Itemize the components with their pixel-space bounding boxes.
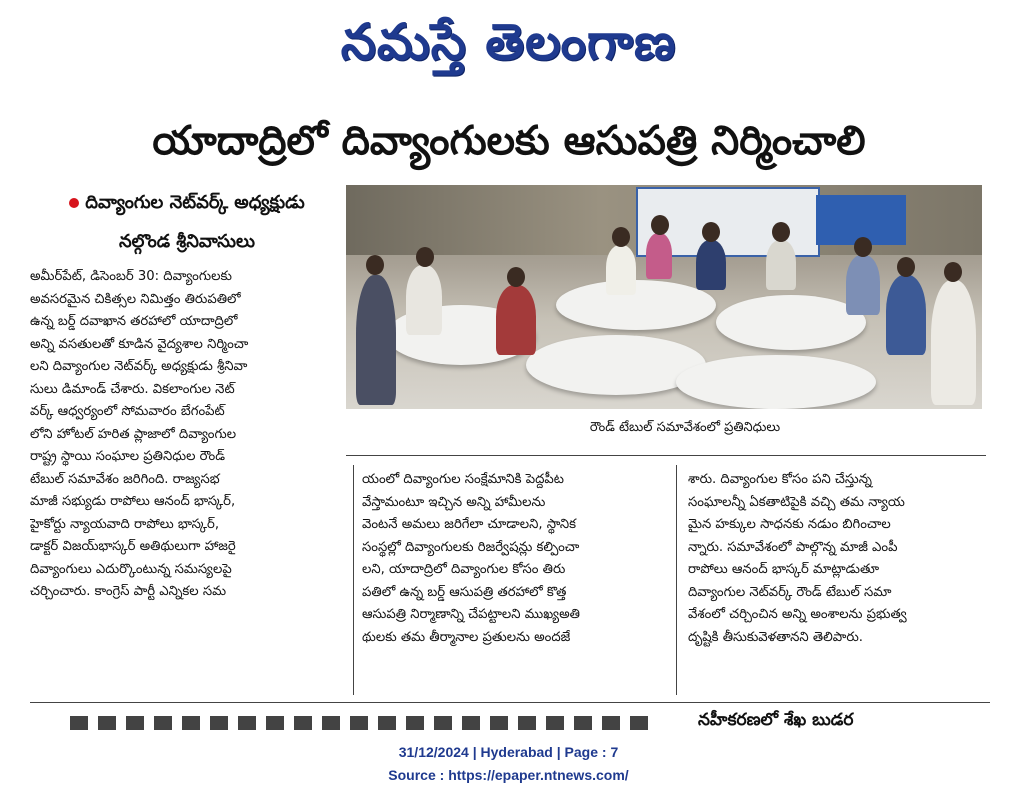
photo-person	[406, 265, 442, 335]
text-line: యంలో దివ్యాంగుల సంక్షేమానికి పెద్దపీట	[362, 472, 564, 487]
text-line: లని దివ్యాంగుల నెట్‌వర్క్ అధ్యక్షుడు శ్రీనివా	[30, 359, 248, 374]
photo-head	[416, 247, 434, 267]
photo-table	[716, 295, 866, 350]
footer-date-line: 31/12/2024 | Hyderabad | Page : 7	[398, 744, 619, 760]
photo-person	[696, 240, 726, 290]
subhead-text-1: దివ్యాంగుల నెట్‌వర్క్ అధ్యక్షుడు	[85, 192, 305, 213]
photo-head	[854, 237, 872, 257]
text-line: ఉన్న బర్డ్ దవాఖాన తరహాలో యాదాద్రిలో	[30, 314, 238, 329]
text-line: సులు డిమాండ్ చేశారు. వికలాంగుల నెట్	[30, 381, 235, 397]
photo-person	[931, 280, 976, 405]
photo-head	[944, 262, 962, 282]
article-column-1	[30, 266, 342, 604]
text-line: న్నారు. సమావేశంలో పాల్గొన్న మాజీ ఎంపీ	[688, 539, 898, 555]
cut-off-headline-right: నహీకరణలో శేఖ బుడర	[698, 710, 854, 730]
photo-person	[646, 233, 672, 279]
text-line: అవసరమైన చికిత్సల నిమిత్తం తిరుపతిలో	[30, 291, 241, 307]
photo-table	[556, 280, 716, 330]
text-line: అమీర్‌పేట్, డిసెంబర్ 30: దివ్యాంగులకు	[30, 269, 232, 284]
photo-person	[766, 240, 796, 290]
photo-table	[676, 355, 876, 409]
headline: యాదాద్రిలో దివ్యాంగులకు ఆసుపత్రి నిర్మించాలి	[152, 118, 866, 164]
text-line: రాష్ట్ర స్థాయి సంఘాల ప్రతినిధుల రౌండ్	[30, 449, 225, 464]
text-line: దివ్యాంగులు ఎదుర్కొంటున్న సమస్యలపై	[30, 561, 232, 577]
bullet-icon	[69, 198, 79, 208]
text-line: దివ్యాంగుల నెట్‌వర్క్ రౌండ్ టేబుల్ సమా	[688, 584, 892, 600]
article-column-3	[688, 469, 988, 649]
subhead-line-1	[28, 190, 346, 216]
photo-caption: రౌండ్ టేబుల్ సమావేశంలో ప్రతినిధులు	[589, 420, 781, 435]
photo-person	[846, 255, 880, 315]
text-line: పతిలో ఉన్న బర్డ్ ఆసుపత్రి తరహాలో కొత్త	[362, 584, 567, 600]
text-line: లోని హోటల్ హరిత ప్లాజాలో దివ్యాంగుల	[30, 426, 237, 442]
photo-person	[496, 285, 536, 355]
text-line: దృష్టికి తీసుకువెళతానని తెలిపారు.	[688, 629, 863, 645]
caption-rule	[346, 455, 986, 456]
photo-head	[772, 222, 790, 242]
text-line: థులకు తమ తీర్మానాల ప్రతులను అందజే	[362, 629, 571, 645]
text-line: చర్చించారు. కాంగ్రెస్ పార్టీ ఎన్నికల సమ	[30, 584, 227, 599]
text-line: డాక్టర్ విజయ్‌భాస్కర్ అతిథులుగా హాజరై	[30, 539, 236, 554]
text-line: వెంటనే అమలు జరిగేలా చూడాలని, స్థానిక	[362, 517, 577, 532]
text-line: సంస్థల్లో దివ్యాంగులకు రిజర్వేషన్లు కల్పించా	[362, 539, 580, 555]
next-article-strip	[30, 708, 990, 732]
photo-head	[612, 227, 630, 247]
text-line: వర్క్ ఆధ్వర్యంలో సోమవారం బేగంపేట్	[30, 404, 225, 419]
masthead-logo: నమస్తే తెలంగాణ	[340, 12, 677, 71]
column-divider	[353, 465, 354, 695]
photo-head	[507, 267, 525, 287]
text-line: ఆసుపత్రి నిర్మాణాన్ని చేపట్టాలని ముఖ్యఅతి	[362, 607, 580, 622]
photo-head	[897, 257, 915, 277]
photo-person	[606, 245, 636, 295]
photo-head	[702, 222, 720, 242]
photo-person	[886, 275, 926, 355]
text-line: సంఘాలన్నీ ఏకతాటిపైకి వచ్చి తమ న్యాయ	[688, 494, 905, 510]
photo-head	[651, 215, 669, 235]
bottom-rule	[30, 702, 990, 703]
text-line: మాజీ సభ్యుడు రాపోలు ఆనంద్ భాస్కర్,	[30, 494, 236, 509]
text-line: వేశంలో చర్చించిన అన్ని అంశాలను ప్రభుత్వ	[688, 607, 907, 622]
text-line: హైకోర్టు న్యాయవాది రాపోలు భాస్కర్,	[30, 516, 220, 532]
article-photo	[346, 185, 982, 409]
cut-off-headline	[70, 716, 650, 730]
column-divider	[676, 465, 677, 695]
text-line: వేస్తామంటూ ఇచ్చిన అన్ని హామీలను	[362, 494, 546, 510]
photo-person	[356, 275, 396, 405]
text-line: లని, యాదాద్రిలో దివ్యాంగుల కోసం తిరు	[362, 562, 566, 577]
text-line: శారు. దివ్యాంగుల కోసం పని చేస్తున్న	[688, 472, 872, 487]
text-line: అన్ని వసతులతో కూడిన వైద్యశాల నిర్మించా	[30, 336, 249, 352]
footer-source-line: Source : https://epaper.ntnews.com/	[388, 767, 629, 783]
text-line: మైన హక్కుల సాధనకు నడుం బిగించాల	[688, 517, 891, 532]
text-line: టేబుల్ సమావేశం జరిగింది. రాజ్యసభ	[30, 471, 220, 487]
photo-head	[366, 255, 384, 275]
subhead-line-2: నల్గొండ శ్రీనివాసులు	[118, 231, 255, 252]
article-column-2	[362, 469, 664, 649]
text-line: రాపోలు ఆనంద్ భాస్కర్ మాట్లాడుతూ	[688, 562, 880, 577]
